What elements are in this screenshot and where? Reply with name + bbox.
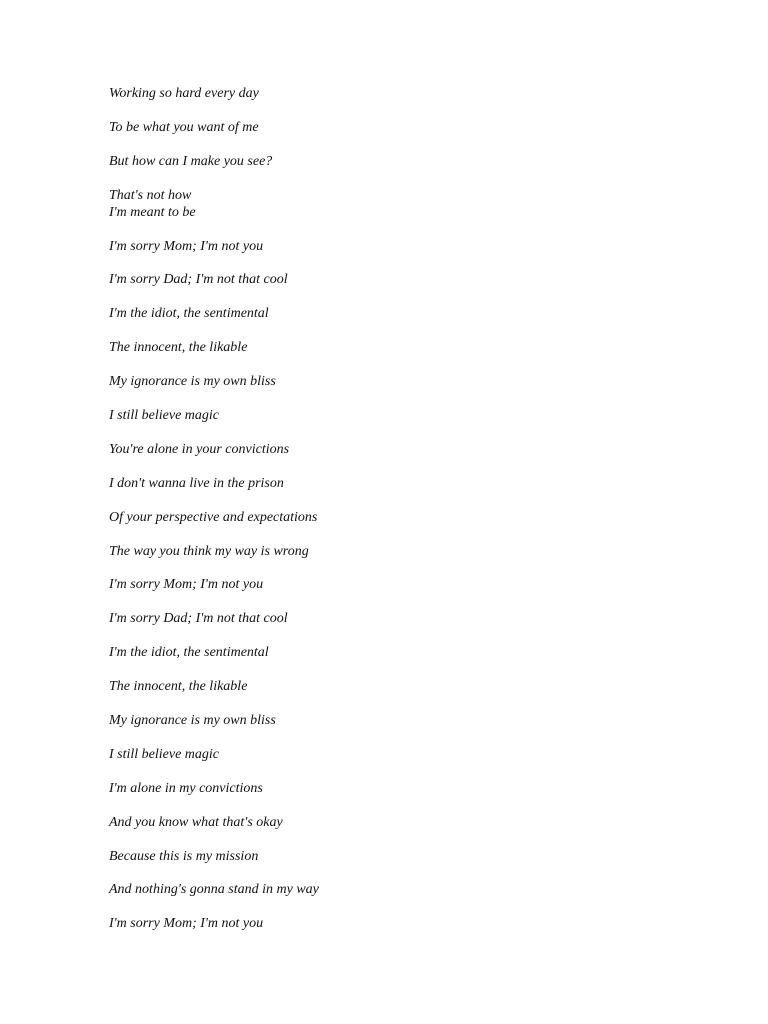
lyric-line: My ignorance is my own bliss	[109, 713, 276, 729]
lyric-line: And nothing's gonna stand in my way	[109, 882, 319, 898]
lyric-line: I'm meant to be	[109, 204, 196, 220]
lyric-line: Because this is my mission	[109, 848, 259, 864]
lyric-line: I'm sorry Dad; I'm not that cool	[109, 611, 288, 627]
lyric-line: I'm sorry Dad; I'm not that cool	[109, 272, 288, 288]
lyric-line: I don't wanna live in the prison	[109, 475, 284, 491]
lyric-line: I'm the idiot, the sentimental	[109, 306, 269, 322]
lyric-line: Of your perspective and expectations	[109, 509, 318, 525]
lyric-line: The innocent, the likable	[109, 679, 248, 695]
lyric-line: My ignorance is my own bliss	[109, 374, 276, 390]
lyric-line: That's not how	[109, 187, 192, 203]
lyric-line: You're alone in your convictions	[109, 441, 290, 457]
lyric-line: Working so hard every day	[109, 86, 259, 101]
lyric-line: The innocent, the likable	[109, 340, 248, 356]
lyric-line: I'm sorry Mom; I'm not you	[109, 238, 264, 254]
lyric-line: I'm alone in my convictions	[109, 780, 263, 796]
lyric-line: But how can I make you see?	[109, 153, 273, 169]
lyric-line: I'm the idiot, the sentimental	[109, 645, 269, 661]
lyric-line: I'm sorry Mom; I'm not you	[109, 577, 264, 593]
lyric-line: To be what you want of me	[109, 119, 259, 135]
lyric-line: The way you think my way is wrong	[109, 543, 309, 559]
lyric-line: I still believe magic	[109, 746, 220, 762]
lyric-line: I still believe magic	[109, 408, 220, 424]
lyric-line: And you know what that's okay	[109, 814, 283, 830]
lyrics-text	[109, 85, 709, 949]
lyric-line: I'm sorry Mom; I'm not you	[109, 916, 264, 932]
